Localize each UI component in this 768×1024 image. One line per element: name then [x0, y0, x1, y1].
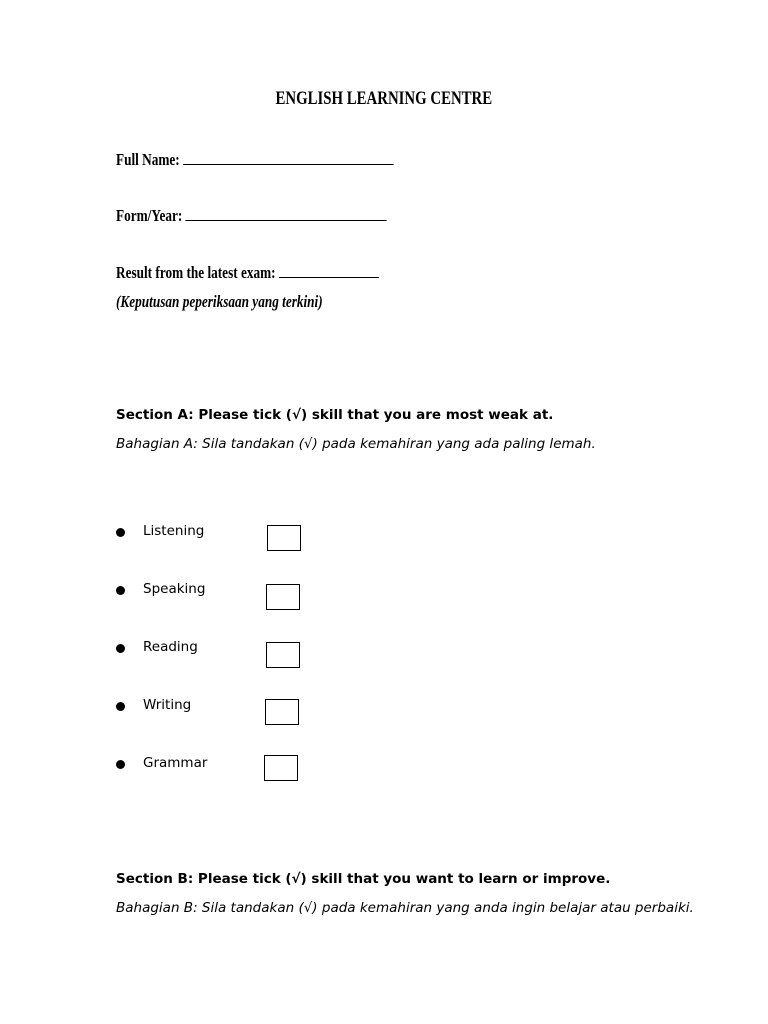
- form-year-field: [116, 206, 387, 226]
- bullet-icon: [116, 644, 125, 653]
- bullet-icon: [116, 702, 125, 711]
- checkbox-listening[interactable]: [267, 525, 301, 551]
- full-name-input-line[interactable]: [183, 150, 394, 165]
- section-b-subtitle: Bahagian B: Sila tandakan (√) pada kemahiran yang anda ingin belajar atau perbaiki.: [116, 900, 694, 916]
- form-year-input-line[interactable]: [185, 206, 386, 221]
- section-a-subtitle: Bahagian A: Sila tandakan (√) pada kemahiran yang ada paling lemah.: [116, 436, 596, 452]
- form-year-label: Form/Year:: [116, 206, 183, 225]
- skill-label-reading: Reading: [143, 639, 198, 655]
- result-field: [116, 263, 379, 283]
- bullet-icon: [116, 528, 125, 537]
- checkbox-grammar[interactable]: [264, 755, 298, 781]
- checkbox-writing[interactable]: [265, 699, 299, 725]
- checkbox-speaking[interactable]: [266, 584, 300, 610]
- section-a-title: Section A: Please tick (√) skill that you are most weak at.: [116, 407, 554, 423]
- result-label: Result from the latest exam:: [116, 263, 276, 282]
- page-title: ENGLISH LEARNING CENTRE: [275, 88, 493, 109]
- section-b-title: Section B: Please tick (√) skill that you want to learn or improve.: [116, 871, 611, 887]
- skill-label-writing: Writing: [143, 697, 192, 713]
- checkbox-reading[interactable]: [266, 642, 300, 668]
- skill-label-grammar: Grammar: [143, 755, 208, 771]
- full-name-label: Full Name:: [116, 150, 180, 169]
- full-name-field: [116, 150, 393, 170]
- bullet-icon: [116, 586, 125, 595]
- skill-label-listening: Listening: [143, 523, 205, 539]
- result-label-malay: (Keputusan peperiksaan yang terkini): [116, 292, 323, 311]
- bullet-icon: [116, 760, 125, 769]
- skill-label-speaking: Speaking: [143, 581, 206, 597]
- result-input-line[interactable]: [279, 263, 379, 278]
